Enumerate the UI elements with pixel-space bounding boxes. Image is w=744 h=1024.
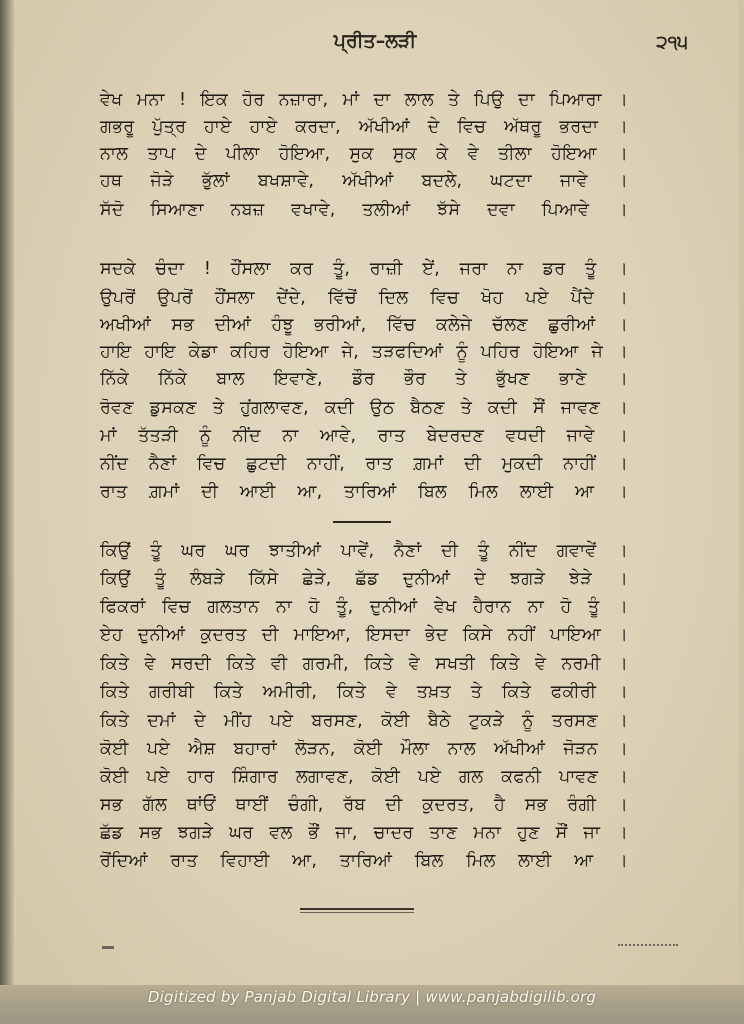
verse-line: ਏਹ ਦੁਨੀਆਂ ਕੁਦਰਤ ਦੀ ਮਾਇਆ, ਇਸਦਾ ਭੇਦ ਕਿਸੇ ਨਹੀਂ ਪਾਇਆ । [100,625,628,645]
verse-line: ਕਿਉਂ ਤੂੰ ਲੰਬੜੇ ਕਿੱਸੇ ਛੇੜੇ, ਛੱਡ ਦੁਨੀਆਂ ਦੇ ਝਗੜੇ ਝੇੜੇ । [100,569,628,589]
verse-line: ਕਿਤੇ ਦਮਾਂ ਦੇ ਮੀਂਹ ਪਏ ਬਰਸਣ, ਕੋਈ ਬੈਠੇ ਟੁਕੜੇ ਨੂੰ ਤਰਸਣ । [100,711,628,731]
verse-line: ਰੋਵਣ ਡੁਸਕਣ ਤੇ ਹੁਂਗਲਾਵਣ, ਕਦੀ ਉਠ ਬੈਠਣ ਤੇ ਕਦੀ ਸੌਂ ਜਾਵਣ । [100,398,628,418]
digitization-watermark: Digitized by Panjab Digital Library | www.panjabdigilib.org [147,988,597,1006]
verse-line: ਫਿਕਰਾਂ ਵਿਚ ਗਲਤਾਨ ਨਾ ਹੋ ਤੂੰ, ਦੁਨੀਆਂ ਵੇਖ ਹੈਰਾਨ ਨਾ ਹੋ ਤੂੰ । [100,597,628,617]
verse-line: ਕਿਤੇ ਵੇ ਸਰਦੀ ਕਿਤੇ ਵੀ ਗਰਮੀ, ਕਿਤੇ ਵੇ ਸਖਤੀ ਕਿਤੇ ਵੇ ਨਰਮੀ । [100,654,628,674]
verse-line: ਸਭ ਗੱਲ ਥਾਂਓਂ ਥਾਈਂ ਚੰਗੀ, ਰੱਬ ਦੀ ਕੁਦਰਤ, ਹੈ ਸਭ ਰੰਗੀ । [100,795,628,815]
verse-line: ਸੱਦੋ ਸਿਆਣਾ ਨਬਜ਼ ਵਖਾਵੇ, ਤਲੀਆਂ ਝੱਸੇ ਦਵਾ ਪਿਆਵੇ । [100,200,628,220]
verse-line: ਉਪਰੋਂ ਉਪਰੋਂ ਹੌਂਸਲਾ ਦੇਂਦੇ, ਵਿੱਚੋਂ ਦਿਲ ਵਿਚ ਖੋਹ ਪਏ ਪੈਂਦੇ । [100,288,628,308]
verse-line: ਹਾਇ ਹਾਇ ਕੇਡਾ ਕਹਿਰ ਹੋਇਆ ਜੇ, ਤੜਫਦਿਆਂ ਨੂੰ ਪਹਿਰ ਹੋਇਆ ਜੇ । [100,342,628,362]
page-number: ੨੧੫ [656,32,688,53]
verse-line: ਕਿਤੇ ਗਰੀਬੀ ਕਿਤੇ ਅਮੀਰੀ, ਕਿਤੇ ਵੇ ਤਖ਼ਤ ਤੇ ਕਿਤੇ ਫਕੀਰੀ । [100,682,628,702]
verse-line: ਕੋਈ ਪਏ ਐਸ਼ ਬਹਾਰਾਂ ਲੋੜਨ, ਕੋਈ ਮੌਲਾ ਨਾਲ ਅੱਖੀਆਂ ਜੋੜਨ । [100,739,628,759]
print-mark-right [618,944,678,950]
verse-line: ਨਾਲ ਤਾਪ ਦੇ ਪੀਲਾ ਹੋਇਆ, ਸੁਕ ਸੁਕ ਕੇ ਵੇ ਤੀਲਾ ਹੋਇਆ । [100,144,628,164]
verse-line: ਛੱਡ ਸਭ ਝਗੜੇ ਘਰ ਵਲ ਭੌਂ ਜਾ, ਚਾਦਰ ਤਾਣ ਮਨਾ ਹੁਣ ਸੌਂ ਜਾ । [100,823,628,843]
verse-line: ਗਭਰੂ ਪੁੱਤ੍ਰ ਹਾਏ ਹਾਏ ਕਰਦਾ, ਅੱਖੀਆਂ ਦੇ ਵਿਚ ਅੱਥਰੂ ਭਰਦਾ । [100,117,628,137]
verse-line: ਨਿੱਕੇ ਨਿੱਕੇ ਬਾਲ ਇਵਾਣੇ, ਡੌਰ ਭੌਰ ਤੇ ਭੁੱਖਣ ਭਾਣੇ । [100,369,628,389]
verse-line: ਨੀਂਦ ਨੈਣਾਂ ਵਿਚ ਛੁਟਦੀ ਨਾਹੀਂ, ਰਾਤ ਗ਼ਮਾਂ ਦੀ ਮੁਕਦੀ ਨਾਹੀਂ । [100,454,628,474]
verse-line: ਅਖੀਆਂ ਸਭ ਦੀਆਂ ਹੰਝੂ ਭਰੀਆਂ, ਵਿੱਚ ਕਲੇਜੇ ਚੱਲਣ ਛੁਰੀਆਂ । [100,315,628,335]
verse-line: ਸਦਕੇ ਚੰਦਾ ! ਹੌਂਸਲਾ ਕਰ ਤੂੰ, ਰਾਜ਼ੀ ਏਂ, ਜਰਾ ਨਾ ਡਰ ਤੂੰ । [100,259,628,279]
verse-line: ਮਾਂ ਤੱਤੜੀ ਨੂੰ ਨੀਂਦ ਨਾ ਆਵੇ, ਰਾਤ ਬੇਦਰਦਣ ਵਧਦੀ ਜਾਵੇ । [100,426,628,446]
verse-line: ਕਿਉਂ ਤੂੰ ਘਰ ਘਰ ਝਾਤੀਆਂ ਪਾਵੇਂ, ਨੈਣਾਂ ਦੀ ਤੂੰ ਨੀਂਦ ਗਵਾਵੇਂ । [100,541,628,561]
section-divider [333,521,391,523]
verse-line: ਵੇਖ ਮਨਾ ! ਇਕ ਹੋਰ ਨਜ਼ਾਰਾ, ਮਾਂ ਦਾ ਲਾਲ ਤੇ ਪਿਉ ਦਾ ਪਿਆਰਾ । [100,90,628,110]
running-head-title: ਪ੍ਰੀਤ–ਲੜੀ [333,30,417,52]
verse-line: ਰੋਂਦਿਆਂ ਰਾਤ ਵਿਹਾਈ ਆ, ਤਾਰਿਆਂ ਬਿਲ ਮਿਲ ਲਾਈ ਆ । [100,851,628,871]
end-rule [300,908,414,910]
end-rule-thin [300,912,414,913]
verse-line: ਰਾਤ ਗ਼ਮਾਂ ਦੀ ਆਈ ਆ, ਤਾਰਿਆਂ ਬਿਲ ਮਿਲ ਲਾਈ ਆ । [100,482,628,502]
verse-line: ਹਥ ਜੋੜੇ ਭੁੱਲਾਂ ਬਖਸ਼ਾਵੇ, ਅੱਖੀਆਂ ਬਦਲੇ, ਘਟਦਾ ਜਾਵੇ । [100,171,628,191]
verse-line: ਕੋਈ ਪਏ ਹਾਰ ਸ਼ਿੰਗਾਰ ਲਗਾਵਣ, ਕੋਈ ਪਏ ਗਲ ਕਫਨੀ ਪਾਵਣ । [100,767,628,787]
print-mark-left [102,946,114,949]
